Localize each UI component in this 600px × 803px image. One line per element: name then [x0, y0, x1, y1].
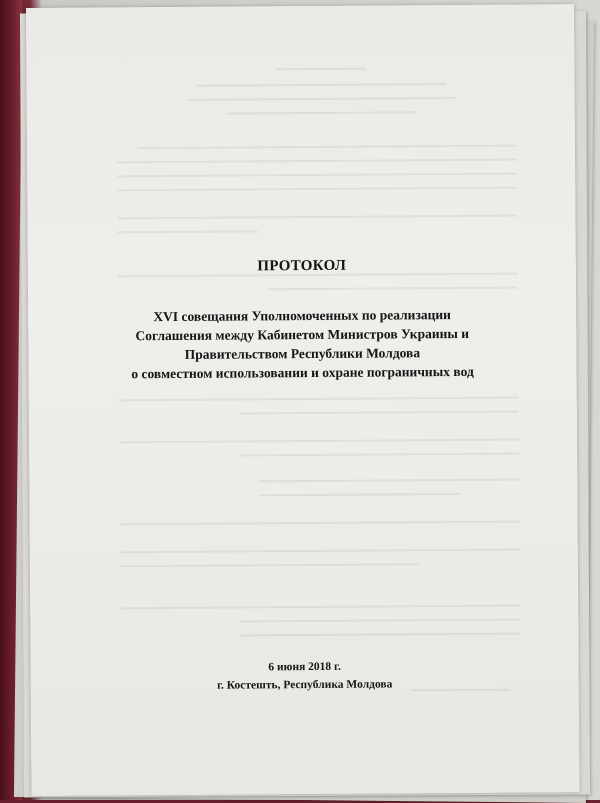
subtitle-line: Соглашения между Кабинетом Министров Украины и: [135, 325, 470, 344]
document-page: [26, 4, 579, 796]
show-through-line: [119, 397, 519, 402]
show-through-line: [117, 187, 517, 192]
subtitle-line: Правительством Республики Молдова: [184, 345, 421, 362]
show-through-line: [197, 83, 447, 87]
show-through-line: [187, 97, 457, 101]
show-through-line: [137, 145, 517, 150]
show-through-line: [239, 453, 519, 457]
show-through-line: [120, 563, 420, 567]
document-place: г. Костешть, Республика Молдова: [217, 678, 393, 692]
document-subtitle: [28, 304, 577, 384]
document-footer: [31, 656, 579, 696]
show-through-line: [117, 159, 517, 164]
document-title: ПРОТОКОЛ: [257, 257, 347, 275]
show-through-line: [118, 230, 258, 233]
document-date: 6 июня 2018 г.: [268, 660, 341, 674]
show-through-line: [240, 619, 520, 623]
show-through-line: [240, 633, 520, 637]
subtitle-line: XVI совещания Уполномоченных по реализации: [153, 307, 451, 325]
show-through-line: [117, 173, 517, 178]
show-through-line: [117, 215, 517, 220]
show-through-line: [120, 605, 520, 610]
show-through-line: [276, 68, 366, 71]
show-through-line: [119, 439, 519, 444]
show-through-line: [120, 521, 520, 526]
show-through-line: [259, 479, 519, 483]
subtitle-line: о совместном использовании и охране пограничных вод: [131, 363, 474, 382]
show-through-line: [268, 287, 518, 291]
show-through-line: [120, 549, 520, 554]
show-through-line: [227, 111, 417, 114]
show-through-line: [239, 411, 519, 415]
show-through-line: [259, 493, 459, 496]
